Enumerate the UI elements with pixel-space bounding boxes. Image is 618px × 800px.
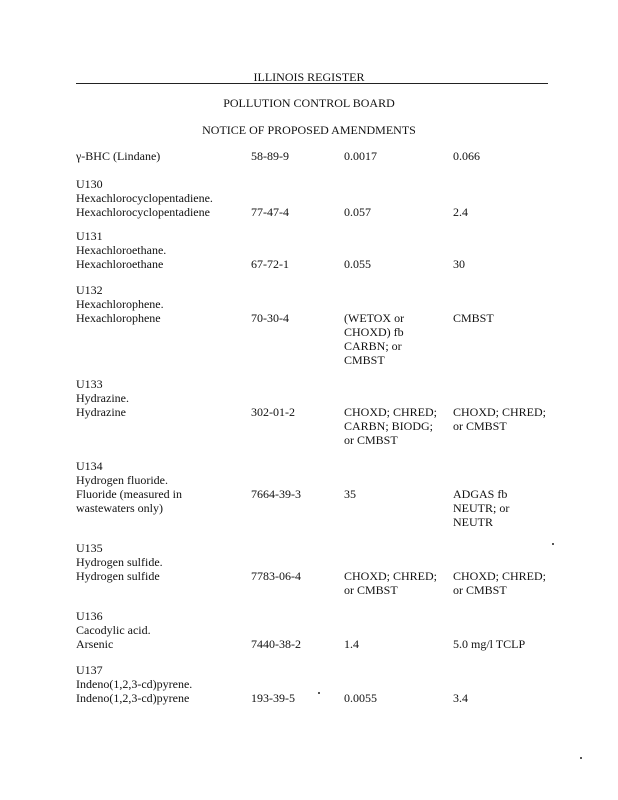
waste-code: U130 <box>76 177 103 191</box>
cas-number: 70-30-4 <box>251 311 289 325</box>
nonwastewater-standard: 0.066 <box>453 149 480 163</box>
header-rule <box>76 83 548 84</box>
waste-name: Hexachloroethane. <box>76 243 167 257</box>
constituent-name: Hydrazine <box>76 405 126 419</box>
waste-name: Indeno(1,2,3-cd)pyrene. <box>76 677 193 691</box>
wastewater-standard: 35 <box>344 487 356 501</box>
waste-name: Hydrazine. <box>76 391 129 405</box>
wastewater-standard: 0.055 <box>344 257 371 271</box>
wastewater-standard: CHOXD; CHRED; <box>344 405 438 419</box>
constituent-name: Indeno(1,2,3-cd)pyrene <box>76 691 190 705</box>
waste-code: U135 <box>76 541 103 555</box>
wastewater-standard: CMBST <box>344 353 385 367</box>
waste-code: U134 <box>76 459 103 473</box>
waste-code: U137 <box>76 663 103 677</box>
cas-number: 58-89-9 <box>251 149 289 163</box>
wastewater-standard: CARBN; or <box>344 339 402 353</box>
constituent-name: Hexachlorophene <box>76 311 161 325</box>
wastewater-standard: 0.0017 <box>344 149 377 163</box>
wastewater-standard: CHOXD) fb <box>344 325 404 339</box>
wastewater-standard: 0.057 <box>344 205 371 219</box>
waste-code: U132 <box>76 283 103 297</box>
scan-speck <box>552 543 554 545</box>
nonwastewater-standard: CHOXD; CHRED; <box>453 405 547 419</box>
nonwastewater-standard: 3.4 <box>453 691 468 705</box>
nonwastewater-standard: 5.0 mg/l TCLP <box>453 637 526 651</box>
nonwastewater-standard: or CMBST <box>453 583 507 597</box>
waste-name: Hexachlorocyclopentadiene. <box>76 191 213 205</box>
nonwastewater-standard: CHOXD; CHRED; <box>453 569 547 583</box>
wastewater-standard: or CMBST <box>344 433 398 447</box>
cas-number: 302-01-2 <box>251 405 295 419</box>
constituent-name: Hexachloroethane <box>76 257 164 271</box>
cas-number: 7783-06-4 <box>251 569 301 583</box>
waste-name: Hydrogen fluoride. <box>76 473 168 487</box>
register-title: ILLINOIS REGISTER <box>253 70 365 84</box>
wastewater-standard: CARBN; BIODG; <box>344 419 434 433</box>
notice-title: NOTICE OF PROPOSED AMENDMENTS <box>202 123 416 137</box>
constituent-name: Hydrogen sulfide <box>76 569 160 583</box>
wastewater-standard: or CMBST <box>344 583 398 597</box>
constituent-name: γ-BHC (Lindane) <box>76 149 161 163</box>
wastewater-standard: CHOXD; CHRED; <box>344 569 438 583</box>
waste-name: Hydrogen sulfide. <box>76 555 163 569</box>
nonwastewater-standard: CMBST <box>453 311 494 325</box>
cas-number: 7440-38-2 <box>251 637 301 651</box>
constituent-name: Fluoride (measured in <box>76 487 182 501</box>
wastewater-standard: (WETOX or <box>344 311 405 325</box>
waste-name: Hexachlorophene. <box>76 297 164 311</box>
wastewater-standard: 0.0055 <box>344 691 377 705</box>
constituent-name: Hexachlorocyclopentadiene <box>76 205 210 219</box>
scan-speck <box>318 692 320 694</box>
waste-code: U131 <box>76 229 103 243</box>
cas-number: 67-72-1 <box>251 257 289 271</box>
board-title: POLLUTION CONTROL BOARD <box>223 96 395 110</box>
cas-number: 7664-39-3 <box>251 487 301 501</box>
constituent-name: Arsenic <box>76 637 114 651</box>
waste-code: U136 <box>76 609 103 623</box>
nonwastewater-standard: 2.4 <box>453 205 468 219</box>
nonwastewater-standard: 30 <box>453 257 465 271</box>
cas-number: 193-39-5 <box>251 691 295 705</box>
nonwastewater-standard: ADGAS fb <box>453 487 508 501</box>
waste-code: U133 <box>76 377 103 391</box>
wastewater-standard: 1.4 <box>344 637 359 651</box>
waste-name: Cacodylic acid. <box>76 623 151 637</box>
scan-speck <box>580 757 582 759</box>
nonwastewater-standard: NEUTR; or <box>453 501 510 515</box>
nonwastewater-standard: or CMBST <box>453 419 507 433</box>
cas-number: 77-47-4 <box>251 205 289 219</box>
nonwastewater-standard: NEUTR <box>453 515 493 529</box>
constituent-name: wastewaters only) <box>76 501 163 515</box>
